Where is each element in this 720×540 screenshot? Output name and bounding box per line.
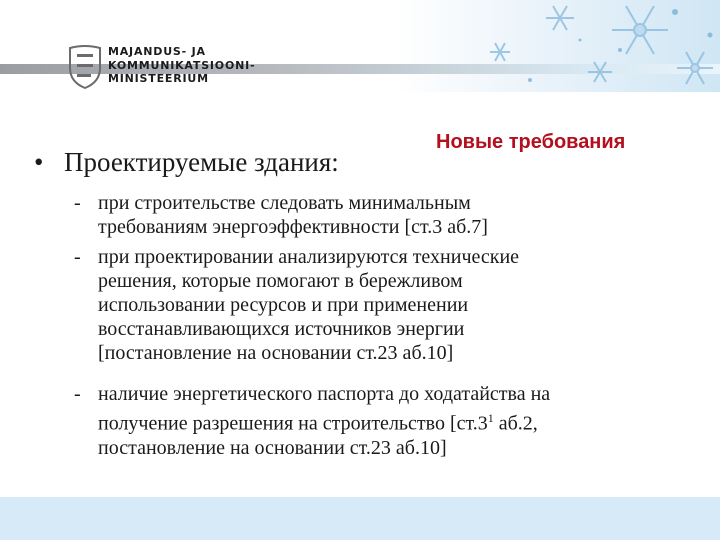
ministry-name — [108, 45, 255, 86]
dash-marker: - — [74, 246, 81, 268]
dash-marker: - — [74, 383, 81, 405]
sub-item-line: постановление на основании ст.23 аб.10] — [98, 436, 447, 459]
sub-item-line: использовании ресурсов и при применении — [98, 294, 469, 316]
sub-item — [74, 382, 674, 460]
sub-item-line-tail: аб.2, — [493, 412, 538, 435]
sub-item-line: при проектировании анализируются технические — [98, 246, 520, 268]
footer-band — [0, 497, 720, 540]
sub-item-line: при строительстве следовать минимальным — [98, 192, 471, 214]
bullet-dot: • — [34, 147, 44, 177]
sub-item — [74, 245, 674, 365]
sub-item — [74, 191, 674, 239]
snowflake-decoration — [440, 0, 720, 92]
ministry-line: KOMMUNIKATSIOONI- — [108, 58, 256, 72]
sub-item-line: [постановление на основании ст.23 аб.10] — [98, 342, 454, 364]
estonian-coat-of-arms-icon — [66, 44, 104, 90]
sub-item-line: требованиям энергоэффективности [ст.3 аб.7] — [98, 216, 488, 238]
sub-item-line: получение разрешения на строительство [ст.3 — [98, 412, 488, 435]
dash-marker: - — [74, 192, 81, 214]
slide-header — [0, 0, 720, 92]
main-bullet-text: Проектируемые здания: — [64, 147, 339, 177]
main-bullet — [34, 147, 339, 178]
slide-title: Новые требования — [436, 131, 626, 153]
ministry-line: MAJANDUS- JA — [108, 45, 206, 58]
sub-item-line: восстанавливающихся источников энергии — [98, 318, 465, 340]
ministry-line: MINISTEERIUM — [108, 72, 209, 85]
sub-item-line: наличие энергетического паспорта до ходатайства на — [98, 383, 551, 405]
sub-item-line: решения, которые помогают в бережливом — [98, 270, 463, 292]
superscript: 1 — [487, 411, 494, 425]
